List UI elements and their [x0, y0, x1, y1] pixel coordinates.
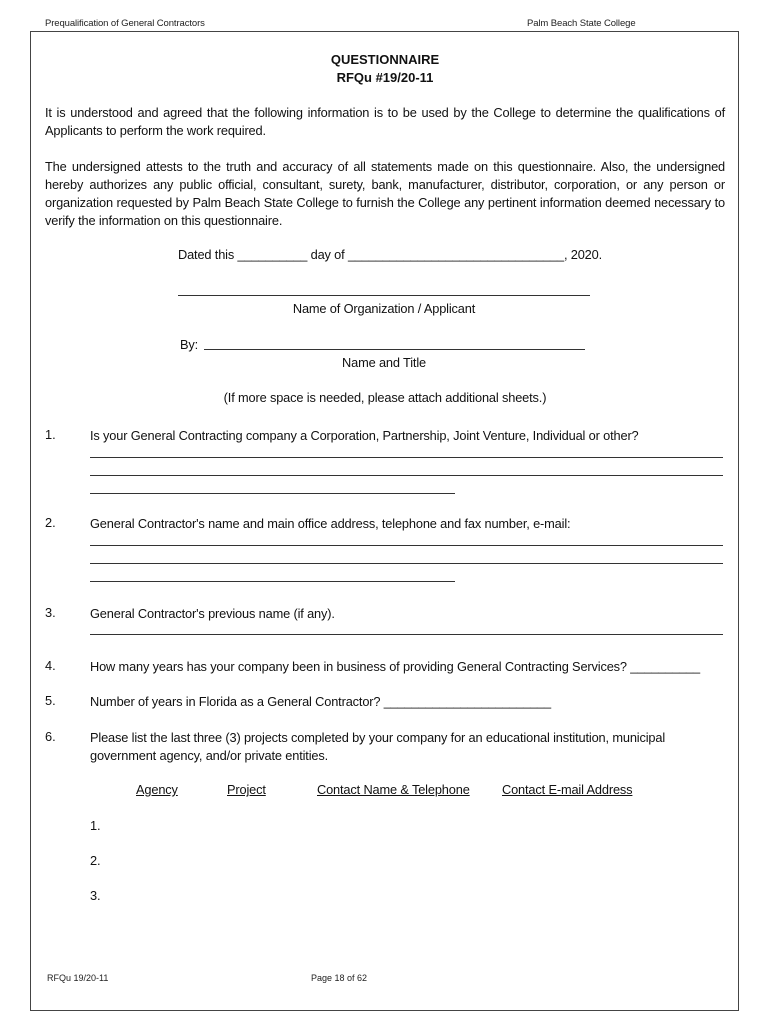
question-6-number: 6.: [45, 729, 56, 744]
column-header-agency: Agency: [136, 782, 178, 797]
document-title: QUESTIONNAIRE: [330, 52, 440, 67]
question-6-text: Please list the last three (3) projects completed by your company for an educational institution, municipal government agency, and/or private entities.: [90, 730, 666, 763]
question-1-answer-line[interactable]: [90, 493, 455, 494]
question-1-answer-line[interactable]: [90, 475, 723, 476]
paragraph-agreement: It is understood and agreed that the following information is to be used by the College to determine the qualifications of Applicants to perform the work required.: [45, 105, 725, 138]
question-3-number: 3.: [45, 605, 56, 620]
additional-sheets-note: (If more space is needed, please attach additional sheets.): [223, 390, 547, 405]
paragraph-attestation: The undersigned attests to the truth and accuracy of all statements made on this questionnaire. Also, the undersigned hereby authorizes any public official, consultant, surety, bank, manufacturer, distributor, corporation, or any person or organization requested by Palm Beach State College to furnish the College any pertinent information deemed necessary to verify the information on this questionnaire.: [45, 159, 725, 228]
organization-label: Name of Organization / Applicant: [292, 301, 476, 316]
organization-signature-line[interactable]: [178, 295, 590, 296]
project-row-number: 1.: [90, 818, 101, 833]
question-5-text[interactable]: Number of years in Florida as a General Contractor? ________________________: [90, 694, 551, 709]
dated-line[interactable]: Dated this __________ day of _______________________________, 2020.: [178, 247, 603, 262]
question-2-answer-line[interactable]: [90, 563, 723, 564]
by-label: By:: [180, 337, 199, 352]
project-row-number: 3.: [90, 888, 101, 903]
question-1-number: 1.: [45, 427, 56, 442]
footer-rfq-number: RFQu 19/20-11: [47, 973, 109, 983]
header-left: Prequalification of General Contractors: [45, 18, 205, 29]
question-3-text: General Contractor's previous name (if any).: [90, 606, 335, 621]
question-2-answer-line[interactable]: [90, 545, 723, 546]
column-header-contact-name-telephone: Contact Name & Telephone: [317, 782, 470, 797]
project-row-number: 2.: [90, 853, 101, 868]
question-5-number: 5.: [45, 693, 56, 708]
column-header-project: Project: [227, 782, 266, 797]
question-3-answer-line[interactable]: [90, 634, 723, 635]
question-1-text: Is your General Contracting company a Corporation, Partnership, Joint Venture, Individual or other?: [90, 428, 639, 443]
question-4-text[interactable]: How many years has your company been in business of providing General Contracting Services? __________: [90, 659, 700, 674]
by-signature-line[interactable]: [204, 349, 585, 350]
column-header-contact-email: Contact E-mail Address: [502, 782, 633, 797]
name-title-label: Name and Title: [342, 355, 426, 370]
header-right: Palm Beach State College: [527, 18, 636, 29]
question-2-answer-line[interactable]: [90, 581, 455, 582]
question-1-answer-line[interactable]: [90, 457, 723, 458]
question-2-text: General Contractor's name and main office address, telephone and fax number, e-mail:: [90, 516, 571, 531]
footer-page-number: Page 18 of 62: [311, 973, 368, 983]
question-4-number: 4.: [45, 658, 56, 673]
question-2-number: 2.: [45, 515, 56, 530]
rfq-number: RFQu #19/20-11: [336, 70, 434, 85]
